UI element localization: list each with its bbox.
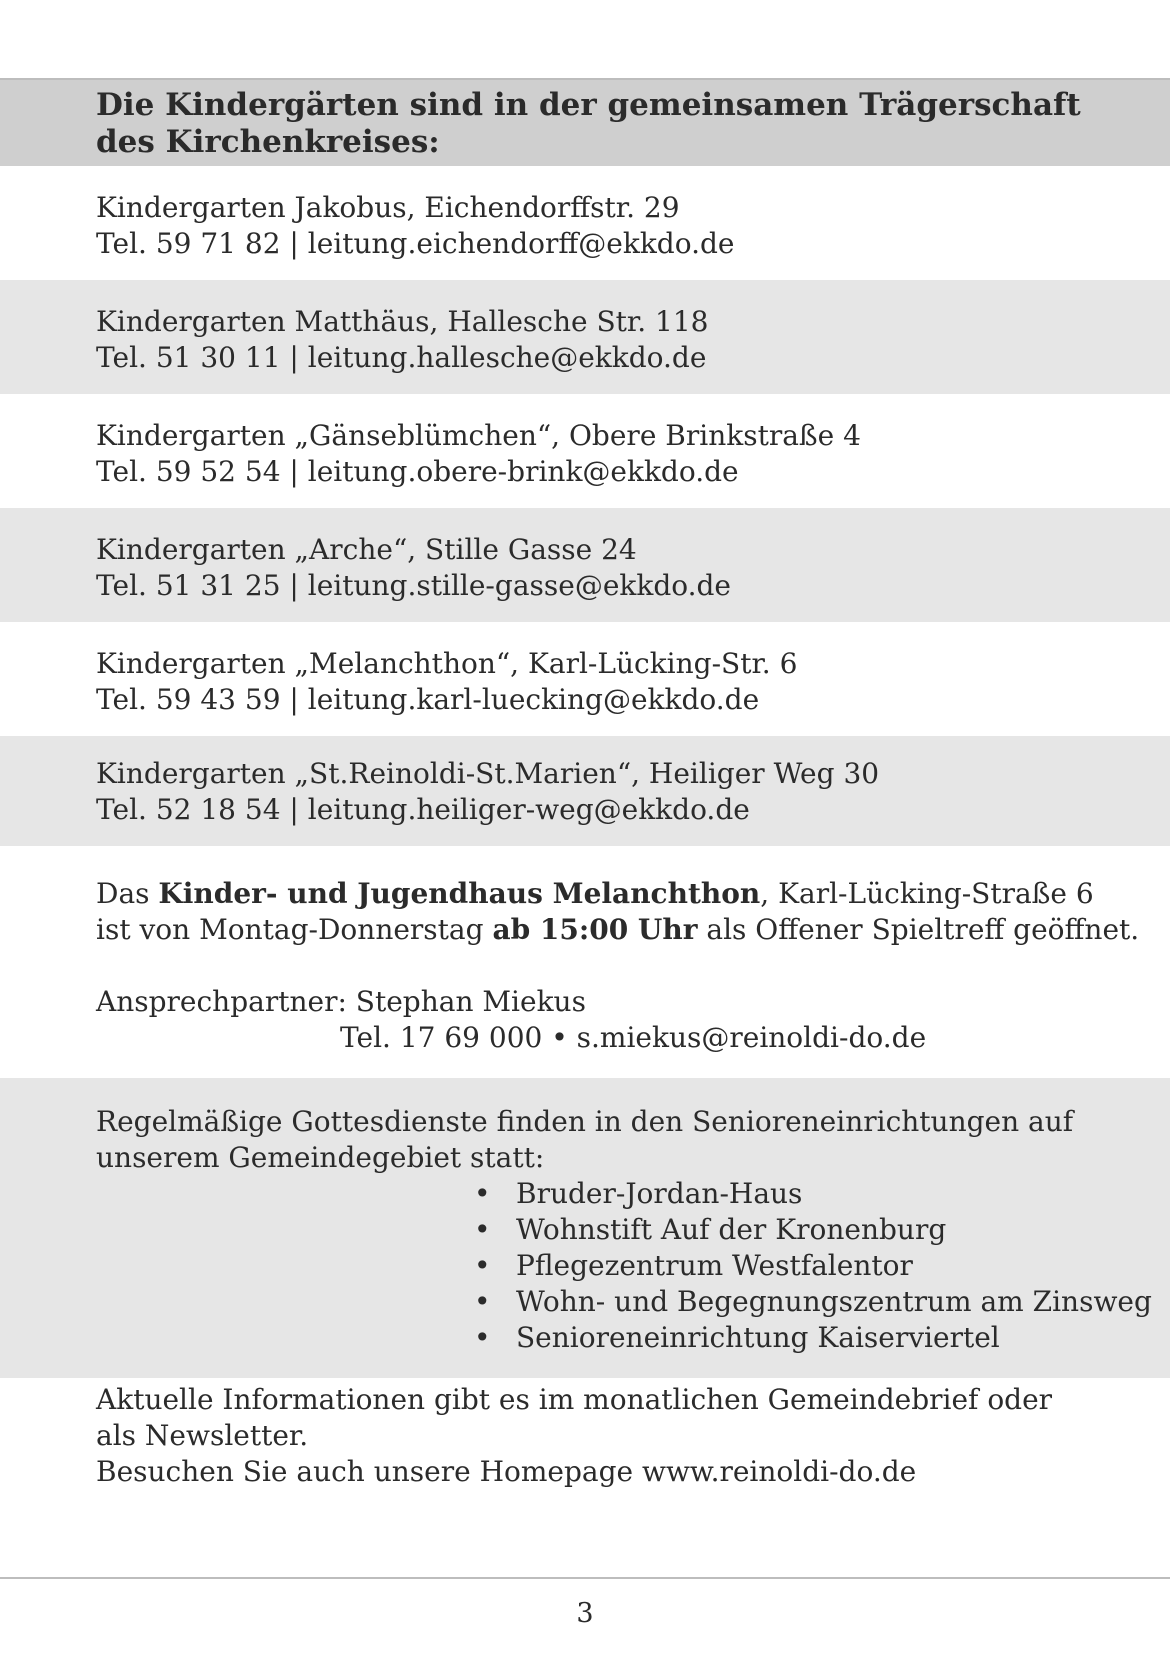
kindergarten-entry: [0, 394, 1170, 508]
heading-line-2: des Kirchenkreises:: [96, 124, 440, 160]
kindergarten-name: Kindergarten Jakobus, Eichendorffstr. 29: [96, 191, 680, 224]
youth-house-prefix: Das: [96, 877, 159, 910]
kindergarten-entry: [0, 280, 1170, 394]
list-item: • Bruder-Jordan-Haus: [474, 1176, 1170, 1212]
kindergarten-entry: [0, 508, 1170, 622]
info-line-1: Aktuelle Informationen gibt es im monatlichen Gemeindebrief oder: [96, 1383, 1053, 1416]
kindergarten-entry: [0, 736, 1170, 846]
youth-house-line: [96, 876, 1170, 912]
info-section: [0, 1378, 1170, 1576]
bottom-divider: [0, 1577, 1170, 1579]
page-number: 3: [576, 1598, 594, 1629]
kindergarten-contact: Tel. 51 30 11 | leitung.hallesche@ekkdo.de: [96, 341, 707, 374]
youth-house-address: , Karl-Lücking-Straße 6: [760, 877, 1094, 910]
kindergarten-name: Kindergarten „Melanchthon“, Karl-Lücking-Str. 6: [96, 647, 798, 680]
senior-services-section: [0, 1078, 1170, 1378]
list-item: • Wohnstift Auf der Kronenburg: [474, 1212, 1170, 1248]
kindergarten-name: Kindergarten „St.Reinoldi-St.Marien“, Heiliger Weg 30: [96, 757, 880, 790]
info-line-3: Besuchen Sie auch unsere Homepage www.reinoldi-do.de: [96, 1455, 917, 1488]
kindergarten-entry: [0, 166, 1170, 280]
kindergarten-entry: [0, 622, 1170, 736]
kindergarten-name: Kindergarten „Arche“, Stille Gasse 24: [96, 533, 637, 566]
list-item: • Wohn- und Begegnungszentrum am Zinsweg: [474, 1284, 1170, 1320]
heading-line-1: Die Kindergärten sind in der gemeinsamen Trägerschaft: [96, 87, 1081, 123]
opening-hours-suffix: als Offener Spieltreff geöffnet.: [697, 913, 1140, 946]
kindergarten-name: Kindergarten Matthäus, Hallesche Str. 118: [96, 305, 709, 338]
list-item: • Senioreneinrichtung Kaiserviertel: [474, 1320, 1170, 1356]
services-intro-line-2: unserem Gemeindegebiet statt:: [96, 1141, 545, 1174]
opening-hours-time: ab 15:00 Uhr: [492, 913, 698, 946]
info-line-2: als Newsletter.: [96, 1419, 309, 1452]
kindergarten-name: Kindergarten „Gänseblümchen“, Obere Brinkstraße 4: [96, 419, 861, 452]
list-item: • Pflegezentrum Westfalentor: [474, 1248, 1170, 1284]
kindergarten-contact: Tel. 59 43 59 | leitung.karl-luecking@ekkdo.de: [96, 683, 760, 716]
kindergarten-contact: Tel. 51 31 25 | leitung.stille-gasse@ekkdo.de: [96, 569, 732, 602]
kindergarten-contact: Tel. 59 52 54 | leitung.obere-brink@ekkdo.de: [96, 455, 739, 488]
contact-person: Ansprechpartner: Stephan Miekus: [96, 985, 586, 1018]
opening-hours-line: [96, 912, 1170, 948]
services-intro-line-1: Regelmäßige Gottesdienste finden in den Senioreneinrichtungen auf: [96, 1105, 1074, 1138]
youth-house-section: [0, 846, 1170, 1078]
kindergarten-contact: Tel. 52 18 54 | leitung.heiliger-weg@ekkdo.de: [96, 793, 750, 826]
kindergarten-contact: Tel. 59 71 82 | leitung.eichendorff@ekkdo.de: [96, 227, 735, 260]
contact-details: Tel. 17 69 000 • s.miekus@reinoldi-do.de: [340, 1021, 927, 1054]
senior-locations-list: [96, 1176, 1170, 1356]
heading-band: [0, 80, 1170, 166]
opening-hours-prefix: ist von Montag-Donnerstag: [96, 913, 493, 946]
youth-house-name: Kinder- und Jugendhaus Melanchthon: [158, 877, 761, 910]
